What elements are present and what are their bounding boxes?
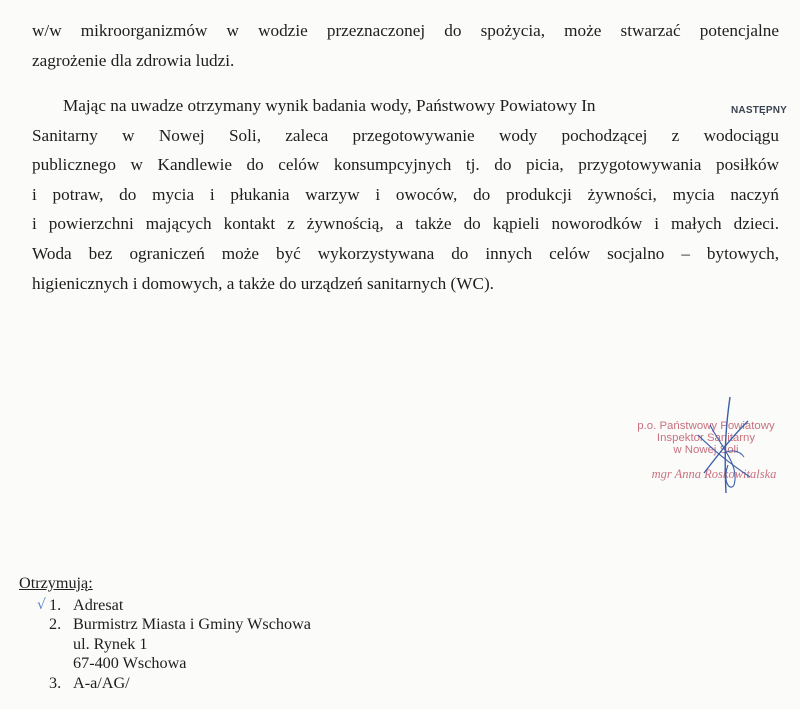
stamp-name: mgr Anna Roskowitalska — [651, 467, 777, 481]
paragraph-line: publicznego w Kandlewie do celów konsumpcyjnych tj. do picia, przygotowywania posiłków — [32, 155, 779, 175]
paragraph-line: i powierzchni mających kontakt z żywnością, a także do kąpieli noworodków i małych dzieci. — [32, 214, 779, 234]
recipient-line: 67-400 Wschowa — [73, 654, 187, 672]
list-item — [19, 674, 311, 694]
list-item — [19, 596, 311, 616]
paragraph-line: zagrożenie dla zdrowia ludzi. — [32, 50, 235, 70]
checkmark-icon: √ — [37, 596, 46, 613]
recipient-line: A-a/AG/ — [73, 673, 130, 692]
recipients-list — [19, 596, 311, 694]
recipient-line: Burmistrz Miasta i Gminy Wschowa — [73, 615, 311, 633]
paragraph-recommendation — [32, 91, 779, 298]
list-number: 1. — [49, 595, 62, 614]
stamp-line: p.o. Państwowy Powiatowy — [637, 420, 775, 432]
paragraph-line: w/w mikroorganizmów w wodzie przeznaczonej do spożycia, może stwarzać potencjalne — [32, 21, 779, 40]
list-number: 3. — [49, 673, 62, 692]
recipient-line: ul. Rynek 1 — [73, 634, 148, 653]
recipients-block — [19, 574, 311, 693]
signature-scribble — [690, 395, 760, 495]
paragraph-line: Woda bez ograniczeń może być wykorzystywana do innych celów socjalno – bytowych, — [32, 243, 779, 263]
paragraph-line: Sanitarny w Nowej Soli, zaleca przegotowywanie wody pochodzącej z wodociągu — [32, 125, 779, 145]
stamp-line: w Nowej Soli — [673, 444, 739, 456]
paragraph-line: higienicznych i domowych, a także do urządzeń sanitarnych (WC). — [32, 273, 494, 293]
recipient-line: Adresat — [73, 595, 124, 614]
list-number: 2. — [49, 615, 62, 633]
paragraph-line: i potraw, do mycia i płukania warzyw i owoców, do produkcji żywności, mycia naczyń — [32, 184, 779, 204]
recipients-title: Otrzymują: — [19, 574, 93, 592]
paragraph-health-risk — [32, 16, 779, 75]
list-item — [19, 615, 311, 674]
paragraph-line: Mając na uwadze otrzymany wynik badania wody, Państwowy Powiatowy In — [63, 96, 596, 115]
stamp-line: Inspektor Sanitarny — [656, 432, 756, 444]
next-page-link[interactable]: NASTĘPNY — [728, 104, 790, 117]
